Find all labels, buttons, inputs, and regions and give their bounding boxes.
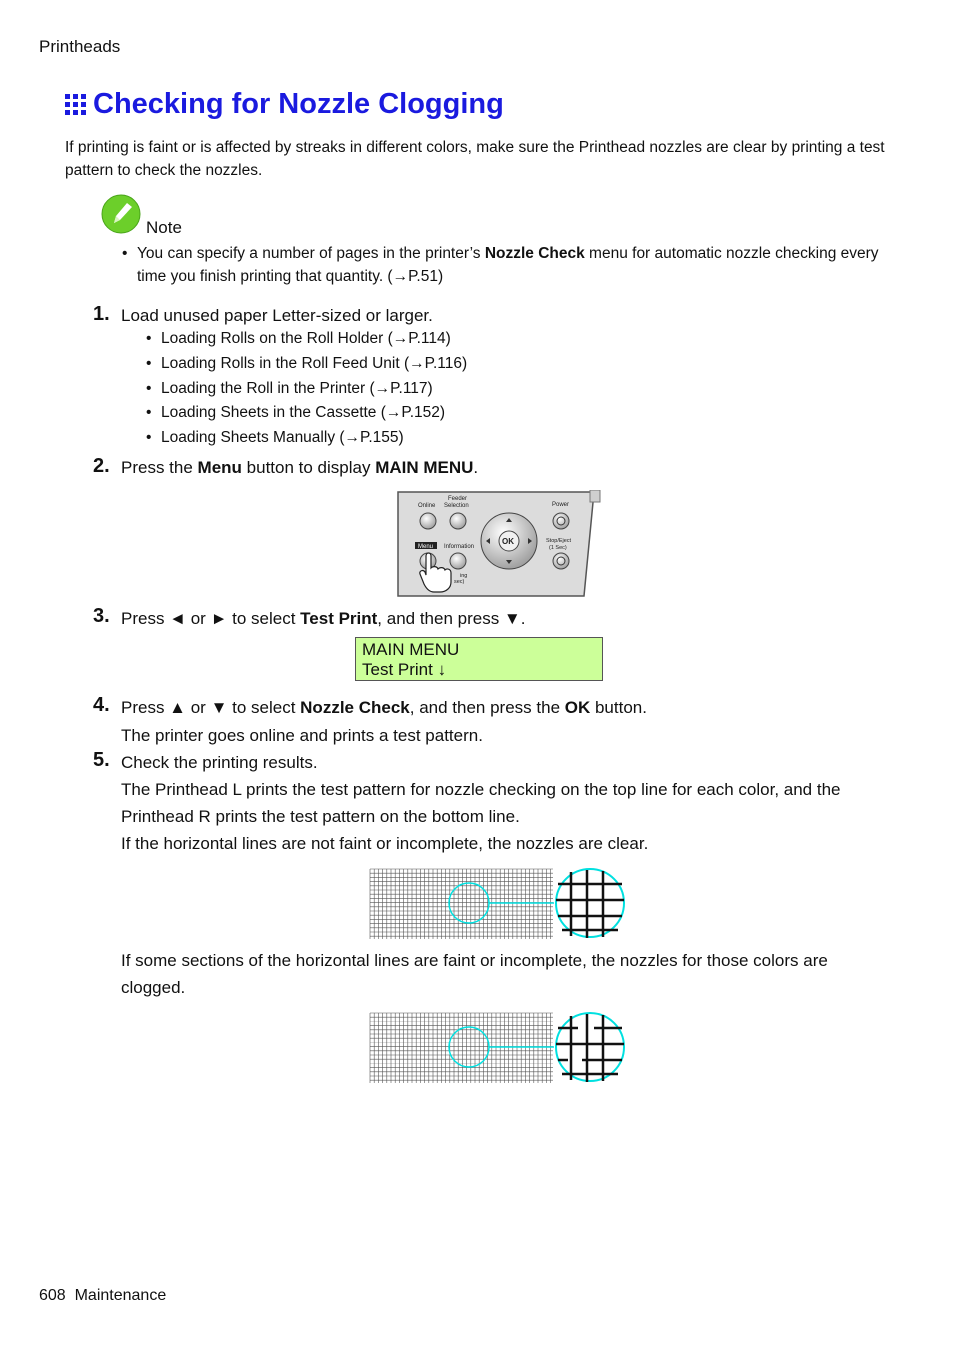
page-title: Checking for Nozzle Clogging [93,88,504,120]
step-2-text: Press the Menu button to display MAIN MENU. [121,458,479,477]
power-button[interactable] [553,513,569,529]
intro-paragraph: If printing is faint or is affected by streaks in different colors, make sure the Printhead nozzles are clear by printing a test pattern to check the nozzles. [65,139,885,179]
bullet-icon: • [122,245,128,262]
control-panel-image [396,490,602,598]
list-item[interactable]: • Loading the Roll in the Printer (→P.117) [146,379,433,397]
page-footer [39,1287,166,1305]
information-button[interactable] [450,553,466,569]
step-4-text: Press ▲ or ▼ to select Nozzle Check, and then press the OK button. [121,698,647,717]
list-item[interactable]: • Loading Sheets Manually (→P.155) [146,429,404,447]
step-1-link-list [146,330,467,454]
svg-text:sec): sec) [454,579,465,585]
chapter-name: Maintenance [74,1287,167,1304]
stop-eject-button[interactable] [553,553,569,569]
svg-text:Power: Power [552,502,570,508]
nozzle-pattern-clear-image [368,866,628,942]
feeder-selection-button[interactable] [450,513,466,529]
step-5-paragraph-2: If the horizontal lines are not faint or incomplete, the nozzles are clear. [121,834,649,853]
online-button[interactable] [420,513,436,529]
nozzle-pattern-clogged-image [368,1010,628,1086]
svg-text:OK: OK [502,537,514,546]
svg-text:Information: Information [444,544,475,550]
online-label: Online [418,503,436,509]
step-4-subtext: The printer goes online and prints a test pattern. [121,726,483,745]
step-2-number: 2. [93,455,110,477]
lcd-line-2: Test Print ↓ [362,660,447,679]
svg-text:(1 Sec): (1 Sec) [549,545,567,551]
running-header: Printheads [39,37,121,56]
lcd-display [355,637,603,681]
svg-text:Feeder: Feeder [448,496,468,502]
step-5-text: Check the printing results. [121,753,318,772]
svg-text:ing: ing [460,573,468,579]
note-bullet [122,242,882,288]
page-number: 608 [39,1287,66,1304]
step-3-number: 3. [93,605,110,627]
list-item[interactable]: • Loading Rolls in the Roll Feed Unit (→P.116) [146,354,468,372]
svg-text:Selection: Selection [444,503,469,509]
grid-icon [65,94,87,116]
svg-text:Stop/Eject: Stop/Eject [546,538,572,544]
step-1-text: Load unused paper Letter-sized or larger. [121,306,433,325]
step-4-number: 4. [93,694,110,716]
step-1: 1. [93,303,110,325]
step-5-paragraph-3: If some sections of the horizontal lines are faint or incomplete, the nozzles for those colors are clogged. [121,951,828,997]
step-5-number: 5. [93,749,110,771]
lcd-line-1: MAIN MENU [362,640,460,659]
step-5-paragraph-1: The Printhead L prints the test pattern for nozzle checking on the top line for each color, and the Printhead R prints the test pattern on the bottom line. [121,780,841,826]
list-item[interactable]: • Loading Rolls on the Roll Holder (→P.114) [146,330,451,347]
list-item[interactable]: • Loading Sheets in the Cassette (→P.152) [146,404,446,422]
pencil-note-icon [100,193,142,235]
note-text: You can specify a number of pages in the printer’s Nozzle Check menu for automatic nozzle checking every time you finish printing that quantity. (→P.51) [137,245,879,285]
step-3-text: Press ◄ or ► to select Test Print, and then press ▼. [121,609,526,628]
section-title [65,88,504,121]
svg-text:Menu: Menu [418,544,434,550]
note-label: Note [146,218,182,237]
